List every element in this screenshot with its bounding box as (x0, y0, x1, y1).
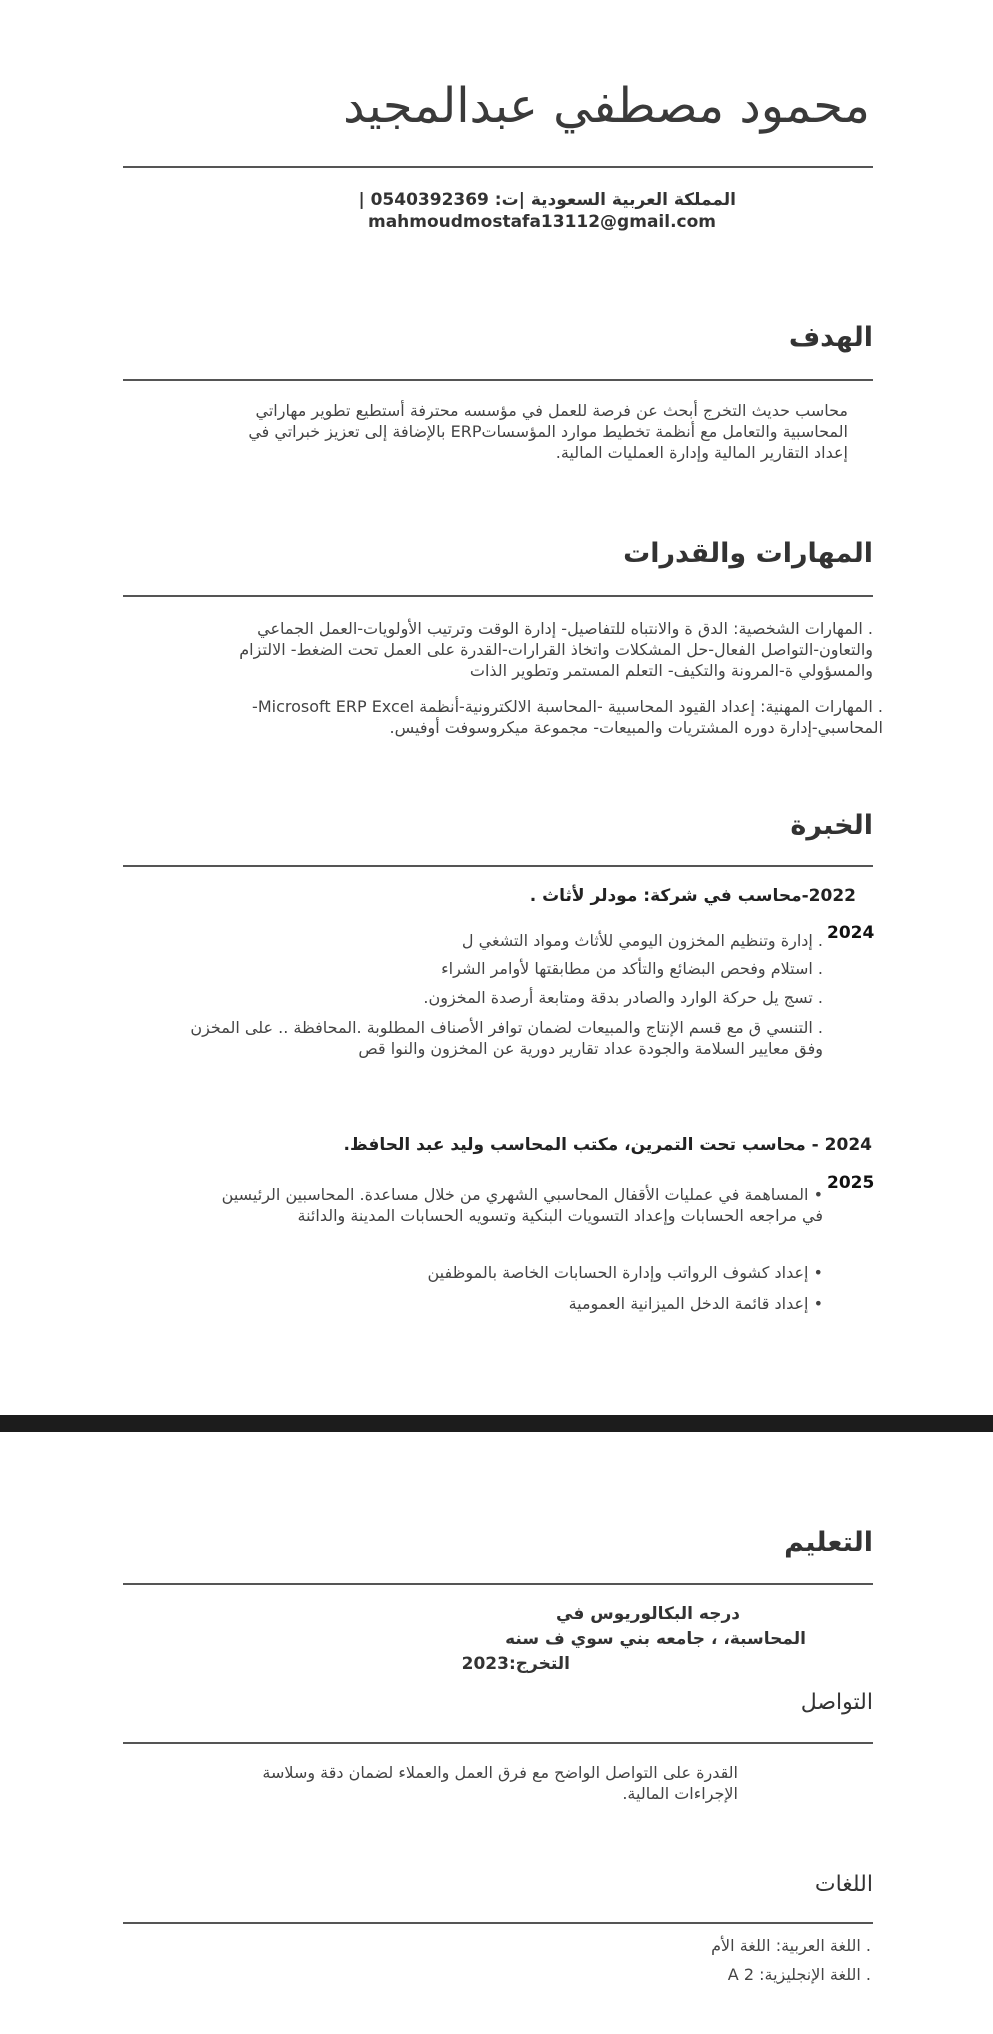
skills-divider (123, 595, 873, 597)
communication-text: القدرة على التواصل الواضح مع فرق العمل والعملاء لضمان دقة وسلاسة الإجراءات المالية. (262, 1763, 738, 1803)
contact-phone-line: المملكة العربية السعودية |ت: 0540392369 | (358, 190, 736, 210)
education-degree: درجه البكالوريوس في (556, 1604, 740, 1624)
skills-professional: . المهارات المهنية: إعداد القيود المحاسبية -المحاسبة الالكترونية-أنظمة Microsoft ERP Excel- المحاسبي-إدارة دوره المشتريات والمبيعات- مجموعة ميكروسوفت أوفيس. (252, 697, 883, 737)
job-2-item: • إعداد قائمة الدخل الميزانية العمومية (568, 1294, 823, 1313)
communication-title: التواصل (800, 1690, 873, 1715)
page-break-bar (0, 1415, 993, 1432)
education-details (440, 1602, 806, 1677)
job-2-end-year: 2025 (827, 1173, 875, 1193)
languages-divider (123, 1922, 873, 1924)
contact-email: mahmoudmostafa13112@gmail.com (367, 212, 716, 232)
job-1-item: . التنسي ق مع قسم الإنتاج والمبيعات لضمان توافر الأصناف المطلوبة .المحافظة .. على المخزن وفق معايير السلامة والجودة عداد تقارير دورية عن المخزون والنوا قص (190, 1018, 823, 1058)
job-1-end-year: 2024 (827, 923, 875, 943)
job-1-item: . استلام وفحص البضائع والتأكد من مطابقتها لأوامر الشراء (441, 959, 823, 978)
job-1-heading: 2022-محاسب في شركة: مودلر لأثاث . (529, 886, 856, 906)
resume-page-2 (0, 1432, 993, 2034)
job-2-item: • المساهمة في عمليات الأقفال المحاسبي الشهري من خلال مساعدة. المحاسبين الرئيسين في مراجعه الحسابات وإعداد التسويات البنكية وتسويه الحسابات المدينة والدائنة (221, 1185, 823, 1225)
languages-title: اللغات (814, 1872, 873, 1897)
education-university: المحاسبة، ، جامعه بني سوي ف سنه (505, 1629, 806, 1649)
job-2-heading: 2024 - محاسب تحت التمرين، مكتب المحاسب وليد عبد الحافظ. (343, 1135, 872, 1155)
language-item: . اللغة العربية: اللغة الأم (711, 1936, 871, 1955)
education-graduation: التخرج:2023 (461, 1654, 570, 1674)
objective-text: محاسب حديث التخرج أبحث عن فرصة للعمل في مؤسسه محترفة أستطيع تطوير مهاراتي المحاسبية والتعامل مع أنظمة تخطيط موارد المؤسساتERP بالإضافة إلى تعزيز خبراتي في إعداد التقارير المالية وإدارة العمليات المالية. (248, 401, 848, 462)
job-1-item: . تسج يل حركة الوارد والصادر بدقة ومتابعة أرصدة المخزون. (423, 988, 823, 1007)
skills-title: المهارات والقدرات (623, 538, 873, 569)
language-item: . اللغة الإنجليزية: A 2 (727, 1965, 871, 1984)
education-divider (123, 1583, 873, 1585)
header-divider (123, 166, 873, 168)
objective-divider (123, 379, 873, 381)
communication-divider (123, 1742, 873, 1744)
experience-title: الخبرة (790, 810, 873, 841)
candidate-name: محمود مصطفي عبدالمجيد (343, 78, 870, 134)
skills-personal: . المهارات الشخصية: الدق ة والانتباه للتفاصيل- إدارة الوقت وترتيب الأولويات-العمل الجماعي والتعاون-التواصل الفعال-حل المشكلات واتخاذ القرارات-القدرة على العمل تحت الضغط- الالتزام والمسؤولي ة-المرونة والتكيف- التعلم المستمر وتطوير الذات (239, 619, 873, 680)
job-1-item: . إدارة وتنظيم المخزون اليومي للأثاث ومواد التشغي ل (461, 931, 823, 950)
job-2-item: • إعداد كشوف الرواتب وإدارة الحسابات الخاصة بالموظفين (427, 1263, 823, 1282)
experience-divider (123, 865, 873, 867)
education-title: التعليم (784, 1527, 873, 1558)
contact-info (200, 189, 736, 233)
objective-title: الهدف (788, 322, 873, 353)
